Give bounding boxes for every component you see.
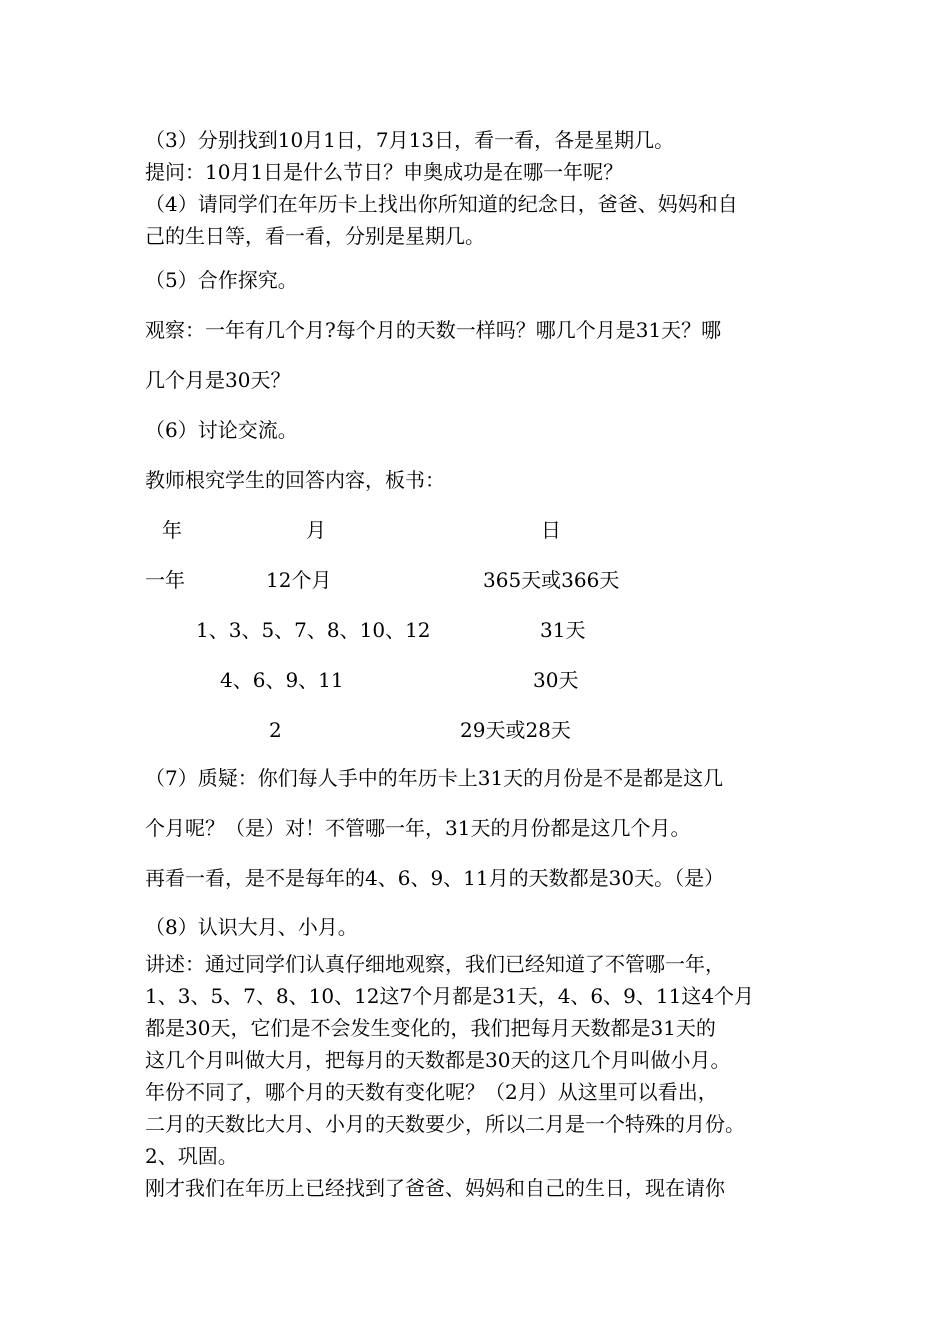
text-line: 提问：10月1日是什么节日？申奥成功是在哪一年呢？ [145, 160, 624, 184]
text-line: 讲述：通过同学们认真仔细地观察，我们已经知道了不管哪一年， [145, 952, 725, 976]
table-cell: 365天或366天 [483, 568, 620, 592]
text-line: 几个月是30天？ [145, 368, 291, 392]
table-header-year: 年 [162, 518, 182, 542]
text-line: 都是30天，它们是不会发生变化的，我们把每月天数都是31天的 [145, 1016, 716, 1040]
text-line: 年份不同了，哪个月的天数有变化呢？（2月）从这里可以看出， [145, 1080, 718, 1104]
text-line: （5）合作探究。 [145, 268, 298, 292]
table-cell: 4、6、9、11 [220, 668, 344, 692]
text-line: 这几个月叫做大月，把每月的天数都是30天的这几个月叫做小月。 [145, 1048, 731, 1072]
table-cell: 2 [269, 718, 282, 742]
text-line: 二月的天数比大月、小月的天数要少，所以二月是一个特殊的月份。 [145, 1112, 745, 1136]
text-line: 再看一看，是不是每年的4、6、9、11月的天数都是30天。（是） [145, 866, 725, 890]
text-line: 2、巩固。 [145, 1144, 238, 1168]
table-cell: 一年 [145, 568, 185, 592]
text-line: 观察：一年有几个月?每个月的天数一样吗？哪几个月是31天？哪 [145, 318, 722, 342]
table-cell: 30天 [533, 668, 579, 692]
text-line: （3）分别找到10月1日，7月13日，看一看，各是星期几。 [145, 128, 675, 152]
text-line: （8）认识大月、小月。 [145, 915, 358, 939]
text-line: （6）讨论交流。 [145, 418, 298, 442]
table-cell: 29天或28天 [460, 718, 571, 742]
table-cell: 1、3、5、7、8、10、12 [196, 618, 431, 642]
text-line: （7）质疑：你们每人手中的年历卡上31天的月份是不是都是这几 [145, 766, 724, 790]
table-cell: 12个月 [266, 568, 332, 592]
table-header-month: 月 [306, 518, 326, 542]
text-line: 教师根究学生的回答内容，板书： [145, 468, 445, 492]
text-line: 个月呢？（是）对！不管哪一年，31天的月份都是这几个月。 [145, 816, 691, 840]
text-line: 1、3、5、7、8、10、12这7个月都是31天，4、6、9、11这4个月 [145, 984, 755, 1008]
table-cell: 31天 [540, 618, 586, 642]
text-line: 己的生日等，看一看，分别是星期几。 [145, 224, 485, 248]
text-line: 刚才我们在年历上已经找到了爸爸、妈妈和自己的生日，现在请你 [145, 1176, 725, 1200]
text-line: （4）请同学们在年历卡上找出你所知道的纪念日，爸爸、妈妈和自 [145, 192, 738, 216]
table-header-day: 日 [541, 518, 561, 542]
